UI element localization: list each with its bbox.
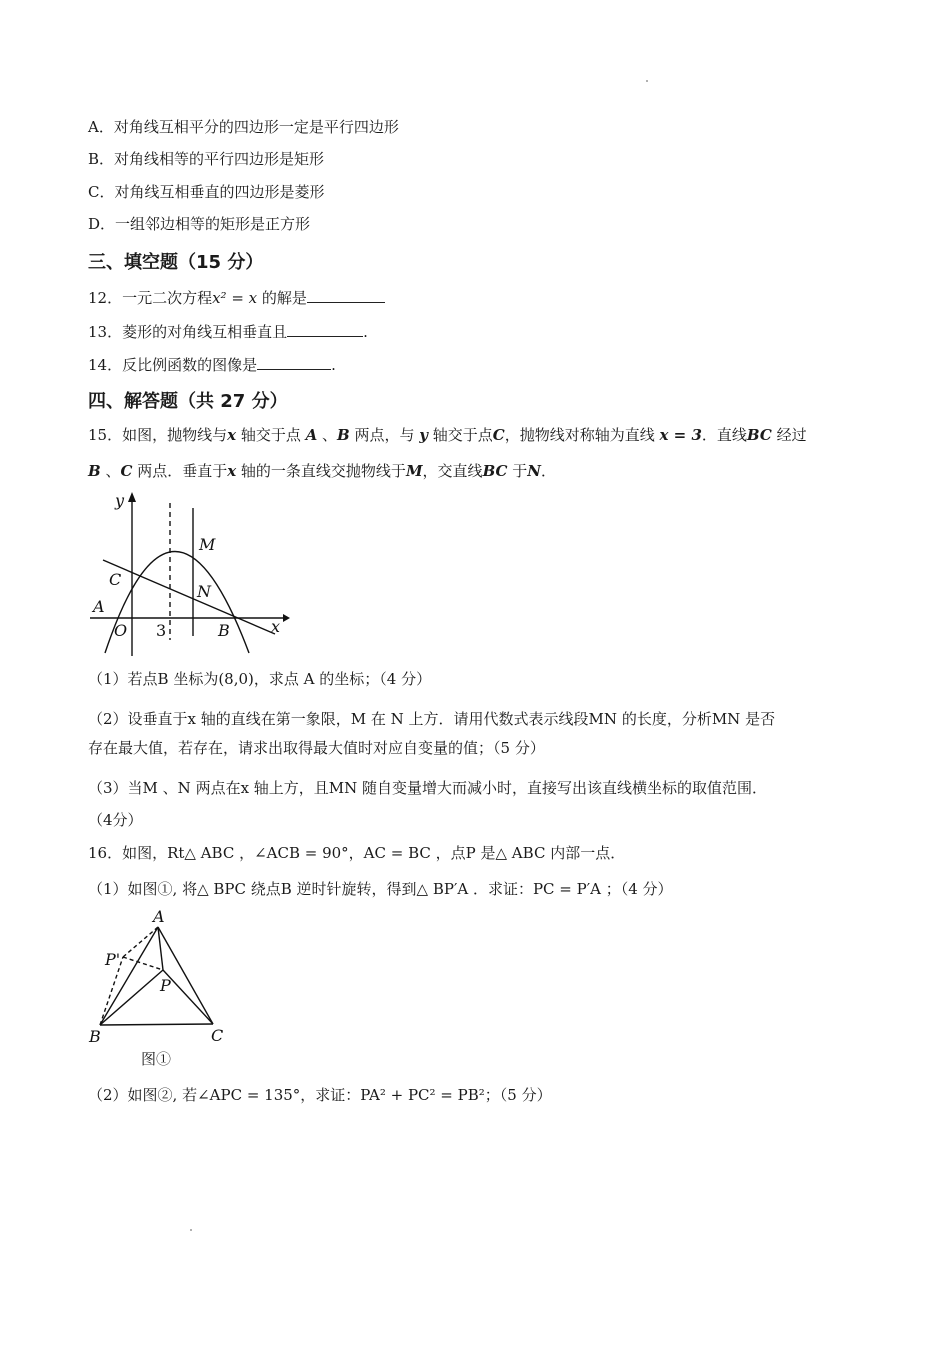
q16-stem: 16．如图，Rt△ ABC ，∠ACB = 90°，AC = BC ，点P 是△ ABC 内部一点． [88, 844, 626, 862]
label-c: C [109, 570, 122, 589]
label-b: B [218, 621, 230, 640]
question-14 [88, 353, 336, 376]
q12-equation: x² = x [212, 289, 258, 307]
var-y: y [419, 426, 428, 444]
scan-dot [646, 80, 648, 82]
scan-dot [190, 1229, 192, 1231]
question-13 [88, 320, 368, 343]
var-n: N [527, 462, 541, 480]
side-ab [100, 927, 158, 1025]
q15-part-3-line2: （4分） [88, 811, 143, 829]
q14-text: 14．反比例函数的图像是 [88, 356, 258, 374]
segment-p-prime-a [123, 927, 158, 957]
var-b: B [337, 426, 350, 444]
option-a: A．对角线互相平分的四边形一定是平行四边形 [88, 118, 399, 136]
q15-text: ． [540, 462, 556, 480]
q12-prefix: 12．一元二次方程 [88, 289, 213, 307]
label-b: B [89, 1027, 101, 1046]
option-c: C．对角线互相垂直的四边形是菱形 [88, 183, 325, 201]
axis-equation: x = 3 [659, 426, 702, 444]
label-x: x [271, 617, 281, 636]
label-y: y [115, 491, 125, 510]
var-m: M [405, 462, 423, 480]
q15-text: 、 [317, 426, 338, 444]
var-bc: BC [746, 426, 772, 444]
question-12 [88, 286, 385, 309]
section-4-title: 四、解答题（共 27 分） [88, 391, 288, 412]
q15-text: 、 [100, 462, 121, 480]
q15-text: 15．如图，抛物线与 [88, 426, 228, 444]
q13-answer-blank[interactable] [287, 320, 363, 337]
label-o: O [114, 621, 128, 640]
var-x: x [227, 426, 237, 444]
var-b: B [88, 462, 101, 480]
q16-part-2: （2）如图②, 若∠APC = 135°，求证：PA² + PC² = PB²；（5 分） [88, 1086, 552, 1104]
q15-text: 轴交于点 [236, 426, 306, 444]
option-b: B．对角线相等的平行四边形是矩形 [88, 150, 325, 168]
figure-1-caption: 图① [141, 1050, 172, 1068]
q16-part-1: （1）如图①, 将△ BPC 绕点B 逆时针旋转，得到△ BP′A ．求证：PC = P′A ；（4 分） [88, 880, 673, 898]
line-bc [103, 560, 275, 634]
q12-suffix: 的解是 [257, 289, 307, 307]
q15-part-2-line1: （2）设垂直于x 轴的直线在第一象限，M 在 N 上方．请用代数式表示线段MN 的长度，分析MN 是否 [88, 710, 776, 728]
var-c: C [120, 462, 133, 480]
q14-end: . [331, 356, 336, 374]
q15-text: 两点．垂直于 [132, 462, 228, 480]
q12-answer-blank[interactable] [307, 286, 385, 303]
q15-text: 经过 [771, 426, 807, 444]
q14-answer-blank[interactable] [257, 353, 331, 370]
q15-stem-line1 [88, 424, 868, 446]
option-d: D．一组邻边相等的矩形是正方形 [88, 215, 311, 233]
segment-p-prime-p [123, 957, 163, 970]
label-a: A [93, 597, 105, 616]
x-axis-arrow [283, 614, 290, 622]
label-c: C [211, 1026, 224, 1045]
label-three: 3 [156, 621, 167, 640]
var-x: x [227, 462, 237, 480]
label-a: A [153, 907, 165, 926]
var-bc: BC [482, 462, 508, 480]
label-n: N [197, 582, 211, 601]
label-p-prime: P' [105, 950, 121, 969]
label-m: M [199, 535, 216, 554]
q15-text: ，交直线 [422, 462, 483, 480]
q15-text: 轴交于点 [427, 426, 493, 444]
q15-part-2-line2: 存在最大值，若存在，请求出取得最大值时对应自变量的值；（5 分） [88, 739, 545, 757]
q15-text: 两点，与 [349, 426, 420, 444]
q15-part-1: （1）若点B 坐标为(8,0)，求点 A 的坐标；（4 分） [88, 670, 432, 688]
var-c: C [492, 426, 505, 444]
side-bc [100, 1024, 213, 1025]
q15-text: ，抛物线对称轴为直线 [504, 426, 660, 444]
q13-text: 13．菱形的对角线互相垂直且 [88, 323, 288, 341]
q15-text: ．直线 [701, 426, 747, 444]
q13-end: . [363, 323, 368, 341]
q15-text: 轴的一条直线交抛物线于 [236, 462, 406, 480]
q15-part-3-line1: （3）当M 、N 两点在x 轴上方，且MN 随自变量增大而减小时，直接写出该直线横坐标的取值范围． [88, 779, 768, 797]
parabola-figure [85, 488, 290, 660]
section-3-title: 三、填空题（15 分） [88, 252, 264, 273]
label-p: P [160, 976, 171, 995]
q15-text: 于 [507, 462, 528, 480]
var-a: A [305, 426, 318, 444]
q15-stem-line2 [88, 460, 556, 482]
y-axis-arrow [128, 492, 136, 502]
